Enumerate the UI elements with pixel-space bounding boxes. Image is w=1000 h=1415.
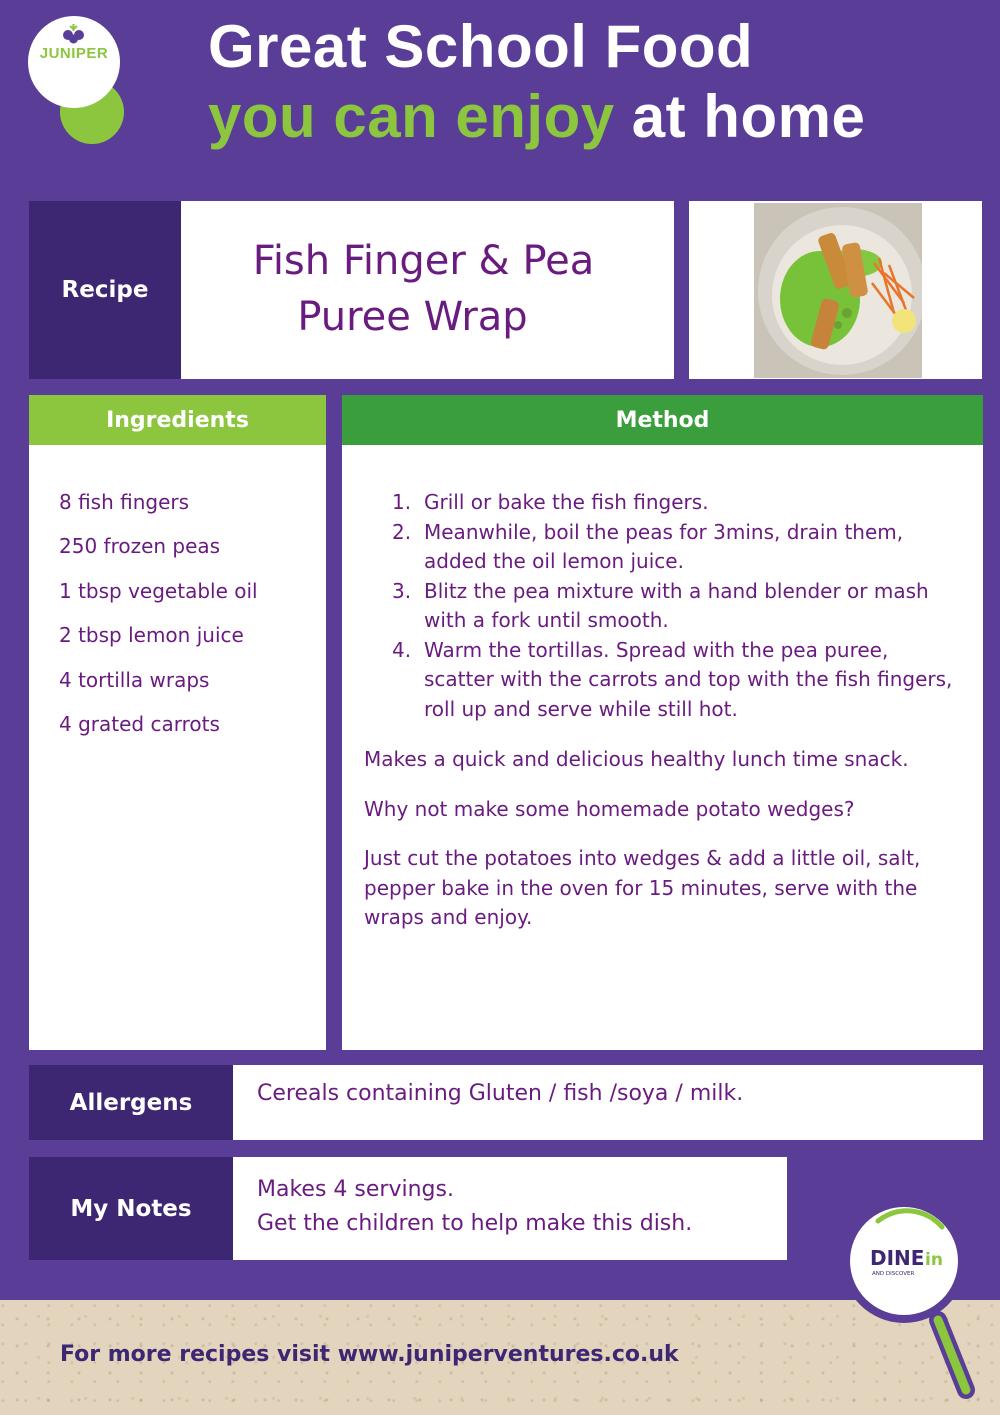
dine-in-logo [838,1195,978,1400]
method-notes [364,745,954,953]
method-paragraph: Just cut the potatoes into wedges & add a little oil, salt, pepper bake in the oven for 15 minutes, serve with the wraps and enjoy. [364,846,921,929]
recipe-label-box [29,201,181,379]
allergens-box [233,1065,983,1140]
notes-label: My Notes [70,1195,192,1222]
notes-box [233,1157,787,1260]
ingredient-item: 4 grated carrots [59,711,220,736]
dine-word: DINE [870,1246,925,1270]
ingredient-item: 2 tbsp lemon juice [59,623,244,648]
step-number: 2. [392,519,412,544]
step-text: Meanwhile, boil the peas for 3mins, drain them, added the oil lemon juice. [424,519,904,573]
step-text: Grill or bake the fish fingers. [424,490,709,514]
allergens-text: Cereals containing Gluten / fish /soya / milk. [257,1081,744,1106]
method-steps [364,488,954,724]
recipe-title-box [181,201,674,379]
title-highlight: you can enjoy [208,83,615,150]
ingredient-item: 4 tortilla wraps [59,667,210,692]
notes-label-box [29,1157,233,1260]
dine-suffix: in [925,1250,943,1270]
berries-icon [62,22,86,44]
method-step [364,577,954,636]
allergens-label-box [29,1065,233,1140]
step-text: Blitz the pea mixture with a hand blender or mash with a fork until smooth. [424,578,929,632]
page-title-line1: Great School Food [208,13,754,80]
step-number: 3. [392,578,412,603]
logo-text: JUNIPER [39,45,109,62]
notes-line: Makes 4 servings. [257,1177,454,1202]
method-header [342,395,983,445]
method-heading: Method [615,407,710,433]
dine-tagline: AND DISCOVER [872,1271,915,1277]
title-rest: at home [631,83,866,150]
footer-link-text[interactable]: For more recipes visit www.juniperventures.co.uk [60,1342,679,1367]
notes-line: Get the children to help make this dish. [257,1211,693,1236]
recipe-label: Recipe [61,277,149,303]
notes-text [257,1173,692,1241]
method-step [364,518,954,577]
recipe-title-line2: Puree Wrap [297,294,528,340]
recipe-title [181,233,674,345]
allergens-label: Allergens [69,1089,193,1116]
step-number: 1. [392,490,412,514]
method-step [364,636,954,725]
step-number: 4. [392,637,412,662]
page-title-line2 [208,82,865,151]
ingredient-item: 250 frozen peas [59,534,221,559]
recipe-photo [754,203,922,378]
ingredients-list [59,487,258,753]
ingredient-item: 8 fish fingers [59,490,190,514]
method-step [364,488,954,518]
ingredient-item: 1 tbsp vegetable oil [59,578,258,603]
step-text: Warm the tortillas. Spread with the pea puree, scatter with the carrots and top with the fish fingers, roll up and serve while still hot. [424,637,953,721]
method-paragraph: Makes a quick and delicious healthy lunch time snack. [364,747,909,771]
ingredients-heading: Ingredients [106,407,249,433]
ingredients-header [29,395,326,445]
recipe-title-line1: Fish Finger & Pea [252,238,595,284]
method-paragraph: Why not make some homemade potato wedges? [364,796,855,821]
